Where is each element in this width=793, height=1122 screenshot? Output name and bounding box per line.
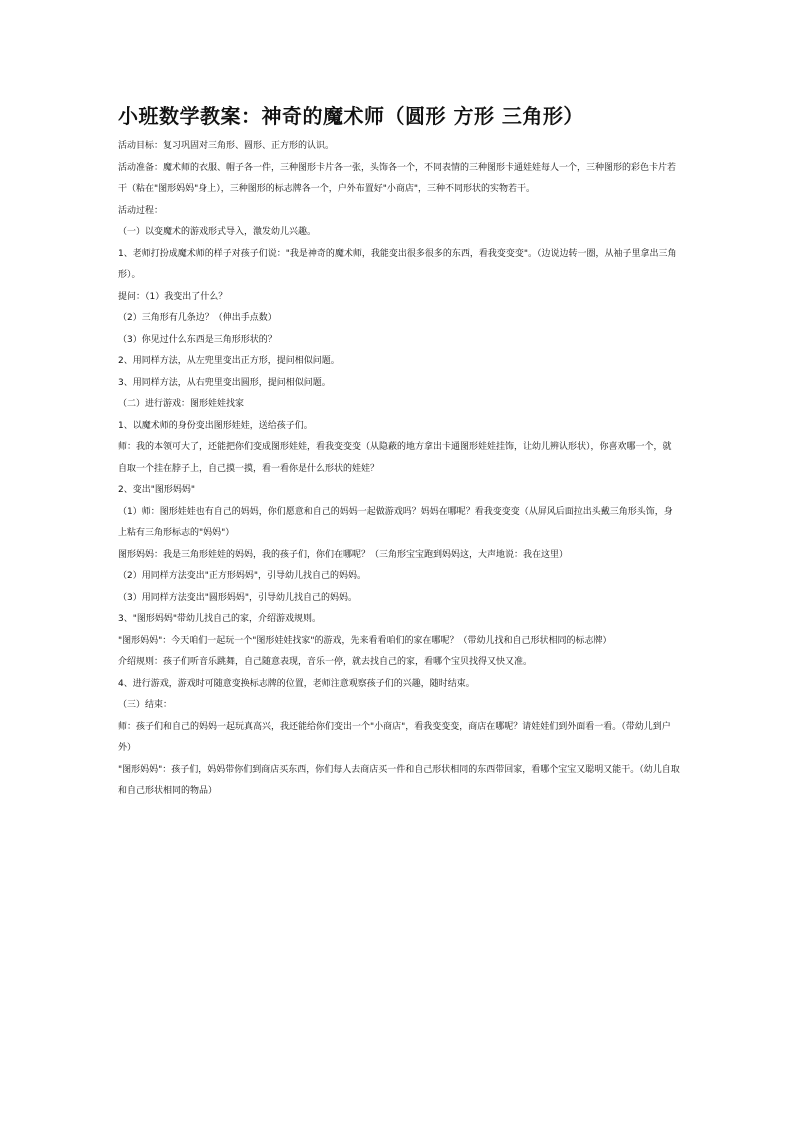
paragraph: （3）用同样方法变出"圆形妈妈"，引导幼儿找自己的妈妈。 xyxy=(118,592,358,603)
activity-preparation: 活动准备：魔术师的衣服、帽子各一件，三种图形卡片各一张，头饰各一个，不同表情的三种图形卡通娃娃每人一个，三种图形的彩色卡片若干（粘在"图形妈妈"身上），三种图形的标志牌各一个，户外布置好"小商店"，三种不同形状的实物若干。 xyxy=(118,162,677,194)
paragraph: （2）用同样方法变出"正方形妈妈"，引导幼儿找自己的妈妈。 xyxy=(118,571,367,581)
paragraph: 4、进行游戏，游戏时可随意变换标志牌的位置，老师注意观察孩子们的兴趣，随时结束。 xyxy=(118,678,475,689)
paragraph: 1、以魔术师的身份变出图形娃娃，送给孩子们。 xyxy=(118,420,313,431)
paragraph: 2、变出"图形妈妈" xyxy=(118,485,196,495)
paragraph: （3）你见过什么东西是三角形形状的？ xyxy=(118,334,277,345)
section-three-heading: （三）结束： xyxy=(118,700,173,710)
activity-goal: 活动目标：复习巩固对三角形、圆形、正方形的认识。 xyxy=(118,141,335,151)
lesson-title: 小班数学教案：神奇的魔术师（圆形 方形 三角形） xyxy=(118,104,584,128)
section-one-heading: （一）以变魔术的游戏形式导入，激发幼儿兴趣。 xyxy=(118,227,317,237)
paragraph: 图形妈妈：我是三角形娃娃的妈妈，我的孩子们，你们在哪呢？（三角形宝宝跑到妈妈这，大声地说：我在这里） xyxy=(118,549,569,560)
document-content xyxy=(118,100,680,803)
paragraph: 1、老师打扮成魔术师的样子对孩子们说："我是神奇的魔术师，我能变出很多很多的东西，看我变变变"。（边说边转一圈，从袖子里拿出三角形）。 xyxy=(118,248,677,280)
section-two-heading: （二）进行游戏：图形娃娃找家 xyxy=(118,399,245,409)
paragraph: 提问：（1）我变出了什么？ xyxy=(118,291,228,302)
paragraph: 3、"图形妈妈"带幼儿找自己的家，介绍游戏规则。 xyxy=(118,614,322,624)
paragraph: 2、用同样方法，从左兜里变出正方形，提问相似问题。 xyxy=(118,356,340,366)
activity-process-heading: 活动过程： xyxy=(118,205,164,216)
paragraph: "图形妈妈"：孩子们，妈妈带你们到商店买东西，你们每人去商店买一件和自己形状相同的东西带回家，看哪个宝宝又聪明又能干。（幼儿自取和自己形状相同的物品） xyxy=(118,764,680,796)
paragraph: 师：我的本领可大了，还能把你们变成图形娃娃，看我变变变（从隐蔽的地方拿出卡通图形娃娃挂饰，让幼儿辨认形状），你喜欢哪一个，就自取一个挂在脖子上，自己摸一摸，看一看你是什么形状的娃娃？ xyxy=(118,442,672,474)
paragraph: 师：孩子们和自己的妈妈一起玩真高兴，我还能给你们变出一个"小商店"，看我变变变，商店在哪呢？请娃娃们到外面看一看。（带幼儿到户外） xyxy=(118,721,671,753)
paragraph: 介绍规则：孩子们听音乐跳舞，自己随意表现，音乐一停，就去找自己的家，看哪个宝贝找得又快又准。 xyxy=(118,657,533,667)
paragraph: （1）师：图形娃娃也有自己的妈妈，你们愿意和自己的妈妈一起做游戏吗？妈妈在哪呢？看我变变变（从屏风后面拉出头戴三角形头饰，身上粘有三角形标志的"妈妈"） xyxy=(118,506,673,538)
paragraph: "图形妈妈"：今天咱们一起玩一个"图形娃娃找家"的游戏，先来看看咱们的家在哪呢？（带幼儿找和自己形状相同的标志牌） xyxy=(118,635,612,646)
paragraph: 3、用同样方法，从右兜里变出圆形，提问相似问题。 xyxy=(118,377,331,388)
paragraph: （2）三角形有几条边？（伸出手点数） xyxy=(118,313,277,323)
